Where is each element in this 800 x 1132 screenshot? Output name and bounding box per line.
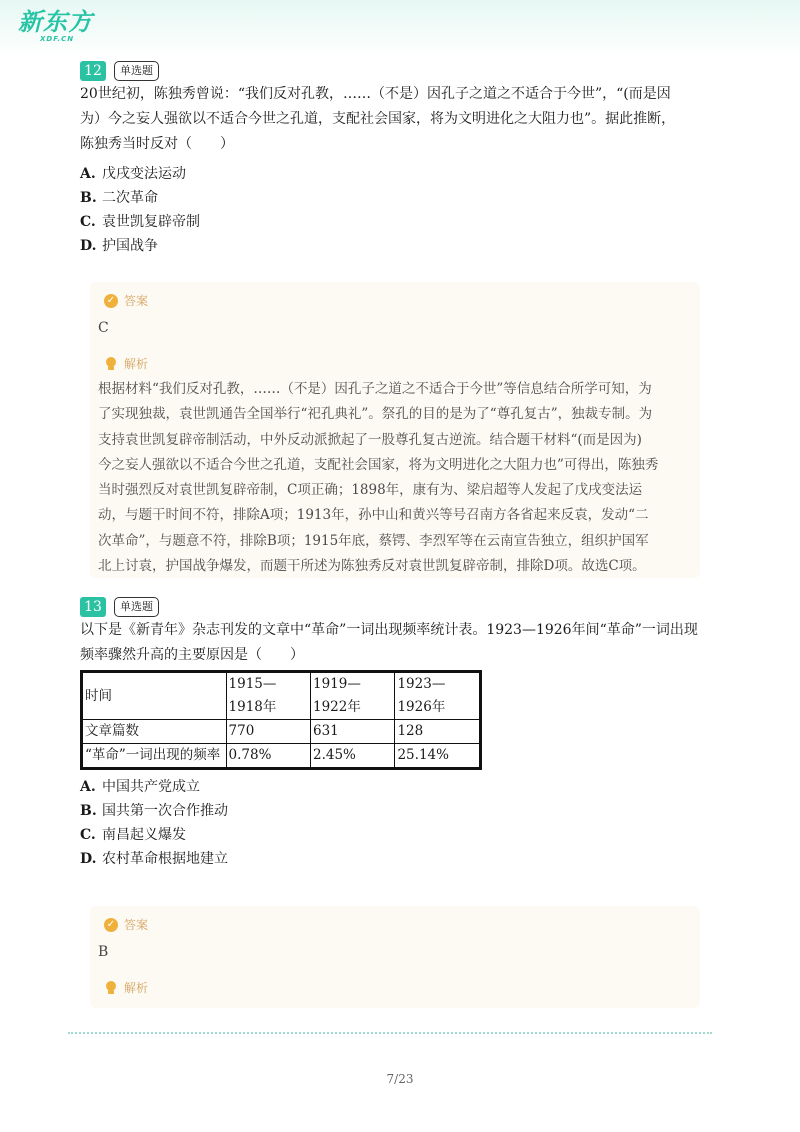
answer-box-12 <box>90 282 700 578</box>
table-cell: 1919—1922年 <box>311 672 395 720</box>
question-type-badge: 单选题 <box>114 61 159 81</box>
page-number: 7/23 <box>386 1072 414 1086</box>
table-cell: 1923—1926年 <box>395 672 481 720</box>
answer-box-13 <box>90 906 700 1008</box>
option-key: D. <box>80 238 97 254</box>
analysis-label-text: 解析 <box>124 981 149 995</box>
brand-logo: 新东方 <box>18 8 93 36</box>
check-icon: ✓ <box>104 294 118 308</box>
analysis-line: 今之妄人强欲以不适合今世之孔道，支配社会国家，将为文明进化之大阻力也”可得出，陈独秀 <box>98 456 659 473</box>
option-text: 国共第一次合作推动 <box>102 803 228 819</box>
option-c[interactable] <box>80 210 720 234</box>
analysis-label-text: 解析 <box>124 357 149 371</box>
table-cell: 1915—1918年 <box>226 672 310 720</box>
question-12 <box>80 60 720 258</box>
analysis-text <box>98 377 690 579</box>
analysis-line: 当时强烈反对袁世凯复辟帝制，C项正确；1898年，康有为、梁启超等人发起了戊戌变法运 <box>98 482 643 499</box>
stem-line: 为）今之妄人强欲以不适合今世之孔道，支配社会国家，将为文明进化之大阻力也”。据此推断， <box>80 111 676 127</box>
option-b[interactable] <box>80 799 720 823</box>
table-cell: “革命”一词出现的频率 <box>82 744 227 769</box>
brand-logo-sub: XDF.CN <box>40 35 75 43</box>
analysis-line: 次革命”，与题意不符，排除B项；1915年底，蔡锷、李烈军等在云南宣告独立，组织护国军 <box>98 532 649 549</box>
option-key: A. <box>80 166 96 182</box>
option-text: 袁世凯复辟帝制 <box>102 214 200 230</box>
answer-label <box>104 916 148 933</box>
option-b[interactable] <box>80 186 720 210</box>
answer-label <box>104 292 148 309</box>
lightbulb-icon <box>104 357 118 371</box>
question-number: 12 <box>80 61 106 81</box>
table-cell: 0.78% <box>226 744 310 769</box>
answer-value: B <box>98 944 109 960</box>
option-text: 二次革命 <box>102 190 158 206</box>
dotted-divider <box>68 1032 712 1034</box>
answer-label-text: 答案 <box>124 294 149 308</box>
table-cell: 631 <box>311 720 395 744</box>
analysis-line: 根据材料“我们反对孔教，……（不是）因孔子之道之不适合于今世”等信息结合所学可知，为 <box>98 381 652 397</box>
lightbulb-icon <box>104 981 118 995</box>
option-text: 护国战争 <box>102 238 158 254</box>
option-list <box>80 162 720 258</box>
table-cell: 时间 <box>82 672 227 720</box>
answer-label-text: 答案 <box>124 918 149 932</box>
option-list <box>80 775 720 871</box>
table-row <box>82 744 481 769</box>
analysis-line: 北上讨袁，护国战争爆发，而题干所述为陈独秀反对袁世凯复辟帝制，排除D项。故选C项。 <box>98 558 646 575</box>
question-number: 13 <box>80 597 106 617</box>
answer-value: C <box>98 320 109 336</box>
analysis-line: 支持袁世凯复辟帝制活动，中外反动派掀起了一股尊孔复古逆流。结合题干材料“(而是因为) <box>98 431 642 448</box>
option-text: 戊戌变法运动 <box>102 166 186 182</box>
option-key: C. <box>80 827 96 843</box>
question-stem <box>80 618 720 668</box>
question-header <box>80 60 720 82</box>
table-cell: 文章篇数 <box>82 720 227 744</box>
question-header <box>80 596 720 618</box>
option-key: A. <box>80 779 96 795</box>
table-cell: 128 <box>395 720 481 744</box>
question-stem <box>80 82 720 157</box>
analysis-label <box>104 979 148 996</box>
option-text: 农村革命根据地建立 <box>102 851 228 867</box>
option-key: B. <box>80 803 97 819</box>
option-d[interactable] <box>80 234 720 258</box>
table-cell: 25.14% <box>395 744 481 769</box>
option-text: 南昌起义爆发 <box>102 827 186 843</box>
table-cell: 770 <box>226 720 310 744</box>
option-a[interactable] <box>80 162 720 186</box>
table-row <box>82 720 481 744</box>
option-key: B. <box>80 190 97 206</box>
option-c[interactable] <box>80 823 720 847</box>
header-band <box>0 0 800 58</box>
table-cell: 2.45% <box>311 744 395 769</box>
question-13 <box>80 596 720 871</box>
option-text: 中国共产党成立 <box>102 779 200 795</box>
stem-line: 陈独秀当时反对（ ） <box>80 136 234 152</box>
stem-line: 以下是《新青年》杂志刊发的文章中“革命”一词出现频率统计表。1923—1926年间“革命”一词出现 <box>80 622 698 638</box>
question-type-badge: 单选题 <box>114 597 159 617</box>
analysis-label <box>104 355 148 372</box>
stem-line: 20世纪初，陈独秀曾说：“我们反对孔教，……（不是）因孔子之道之不适合于今世”，“(而是因 <box>80 86 671 102</box>
option-key: C. <box>80 214 96 230</box>
stem-line: 频率骤然升高的主要原因是（ ） <box>80 647 304 663</box>
analysis-line: 了实现独裁，袁世凯通告全国举行“祀孔典礼”。祭孔的目的是为了“尊孔复古”，独裁专制。为 <box>98 406 653 423</box>
analysis-line: 动，与题干时间不符，排除A项；1913年，孙中山和黄兴等号召南方各省起来反袁，发动“二 <box>98 507 649 524</box>
table-header-row <box>82 672 481 720</box>
frequency-table <box>80 670 482 770</box>
option-key: D. <box>80 851 97 867</box>
option-a[interactable] <box>80 775 720 799</box>
check-icon: ✓ <box>104 918 118 932</box>
option-d[interactable] <box>80 847 720 871</box>
